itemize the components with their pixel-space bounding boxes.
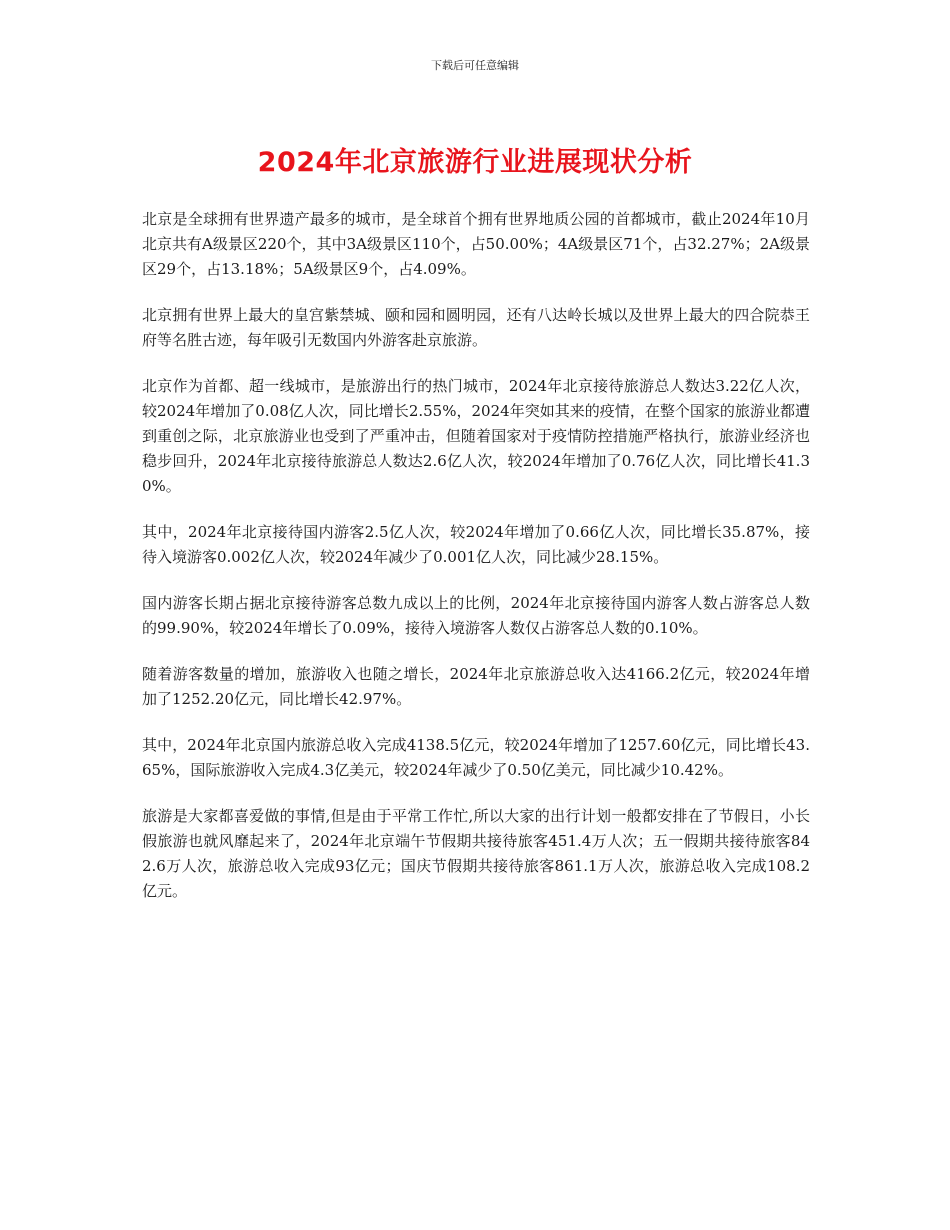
document-body: [142, 207, 810, 925]
paragraph-1: 北京是全球拥有世界遗产最多的城市，是全球首个拥有世界地质公园的首都城市，截止2024年10月北京共有A级景区220个，其中3A级景区110个，占50.00%；4A级景区71个，占32.27%；2A级景区29个，占13.18%；5A级景区9个，占4.09%。: [142, 210, 810, 278]
paragraph-6: 随着游客数量的增加，旅游收入也随之增长，2024年北京旅游总收入达4166.2亿元，较2024年增加了1252.20亿元，同比增长42.97%。: [142, 665, 810, 708]
header-note: 下载后可任意编辑: [431, 59, 519, 72]
paragraph-5: 国内游客长期占据北京接待游客总数九成以上的比例，2024年北京接待国内游客人数占游客总人数的99.90%，较2024年增长了0.09%，接待入境游客人数仅占游客总人数的0.10%。: [142, 594, 810, 637]
paragraph-8: 旅游是大家都喜爱做的事情,但是由于平常工作忙,所以大家的出行计划一般都安排在了节假日，小长假旅游也就风靡起来了，2024年北京端午节假期共接待旅客451.4万人次；五一假期共接待旅客842.6万人次，旅游总收入完成93亿元；国庆节假期共接待旅客861.1万人次，旅游总收入完成108.2亿元。: [142, 807, 810, 900]
paragraph-3: 北京作为首都、超一线城市，是旅游出行的热门城市，2024年北京接待旅游总人数达3.22亿人次，较2024年增加了0.08亿人次，同比增长2.55%，2024年突如其来的疫情，在整个国家的旅游业都遭到重创之际，北京旅游业也受到了严重冲击，但随着国家对于疫情防控措施严格执行，旅游业经济也稳步回升，2024年北京接待旅游总人数达2.6亿人次，较2024年增加了0.76亿人次，同比增长41.30%。: [142, 377, 810, 495]
paragraph-4: 其中，2024年北京接待国内游客2.5亿人次，较2024年增加了0.66亿人次，同比增长35.87%，接待入境游客0.002亿人次，较2024年减少了0.001亿人次，同比减少28.15%。: [142, 523, 810, 566]
paragraph-7: 其中，2024年北京国内旅游总收入完成4138.5亿元，较2024年增加了1257.60亿元，同比增长43.65%，国际旅游收入完成4.3亿美元，较2024年减少了0.50亿美元，同比减少10.42%。: [142, 736, 810, 779]
paragraph-2: 北京拥有世界上最大的皇宫紫禁城、颐和园和圆明园，还有八达岭长城以及世界上最大的四合院恭王府等名胜古迹，每年吸引无数国内外游客赴京旅游。: [142, 306, 810, 349]
document-title: 2024年北京旅游行业进展现状分析: [257, 147, 693, 178]
